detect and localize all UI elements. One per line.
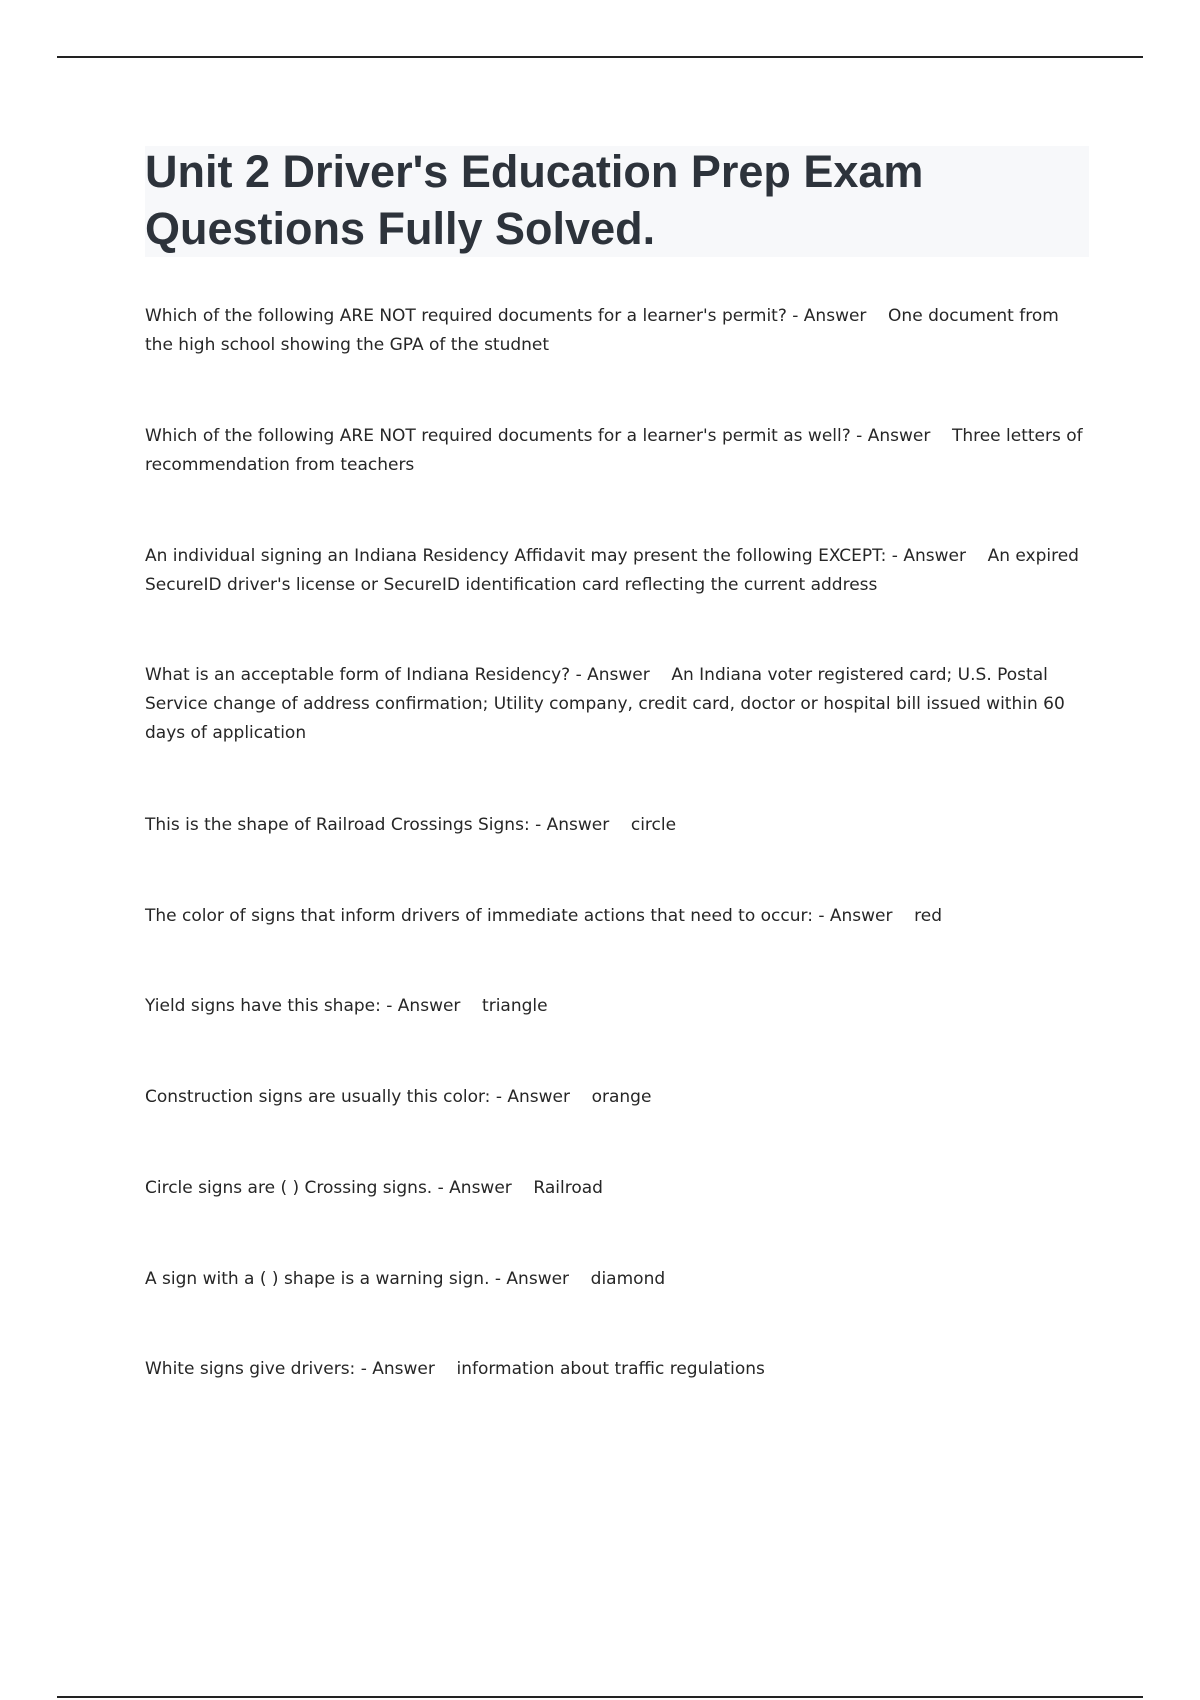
answer-label: - Answer	[818, 906, 893, 926]
question-text: An individual signing an Indiana Residency Affidavit may present the following EXCEPT:	[145, 546, 887, 566]
qa-item-5	[145, 811, 1085, 840]
question-text: Yield signs have this shape:	[145, 996, 381, 1016]
question-text: Circle signs are ( ) Crossing signs.	[145, 1178, 433, 1198]
qa-item-11	[145, 1355, 1085, 1384]
question-text: Which of the following ARE NOT required documents for a learner's permit as well?	[145, 426, 851, 446]
answer-label: - Answer	[792, 306, 867, 326]
question-text: What is an acceptable form of Indiana Residency?	[145, 665, 571, 685]
answer-label: - Answer	[891, 546, 966, 566]
answer-text: information about traffic regulations	[456, 1359, 765, 1379]
answer-label: - Answer	[575, 665, 650, 685]
question-text: White signs give drivers:	[145, 1359, 356, 1379]
answer-text: Railroad	[533, 1178, 603, 1198]
answer-text: red	[914, 906, 942, 926]
question-text: A sign with a ( ) shape is a warning sign.	[145, 1269, 490, 1289]
answer-text: triangle	[482, 996, 548, 1016]
answer-text: circle	[630, 815, 677, 835]
answer-text: Three letters of recommendation from teachers	[145, 426, 1089, 475]
answer-label: - Answer	[495, 1087, 570, 1107]
answer-text: One document from the high school showing the GPA of the studnet	[145, 306, 1065, 355]
answer-label: - Answer	[856, 426, 931, 446]
qa-item-6	[145, 902, 1085, 931]
answer-label: - Answer	[494, 1269, 570, 1289]
qa-item-2	[145, 422, 1089, 480]
question-text: The color of signs that inform drivers of immediate actions that need to occur:	[145, 906, 813, 926]
answer-label: - Answer	[437, 1178, 512, 1198]
answer-label: - Answer	[386, 996, 461, 1016]
bottom-rule	[57, 1696, 1143, 1698]
qa-item-8	[145, 1083, 1085, 1112]
question-text: Construction signs are usually this color:	[145, 1087, 491, 1107]
answer-label: - Answer	[360, 1359, 435, 1379]
answer-text: diamond	[590, 1269, 666, 1289]
qa-item-9	[145, 1174, 1085, 1203]
qa-item-10	[145, 1265, 1085, 1294]
answer-text: orange	[591, 1087, 652, 1107]
top-rule	[57, 56, 1143, 58]
document-title: Unit 2 Driver's Education Prep Exam Questions Fully Solved.	[145, 146, 924, 254]
qa-item-1	[145, 302, 1085, 360]
answer-label: - Answer	[535, 815, 610, 835]
question-text: This is the shape of Railroad Crossings Signs:	[145, 815, 530, 835]
question-text: Which of the following ARE NOT required documents for a learner's permit?	[145, 306, 787, 326]
qa-item-4	[145, 661, 1085, 748]
qa-item-7	[145, 992, 1085, 1021]
answer-text: An expired SecureID driver's license or SecureID identification card reflecting the current address	[145, 546, 1085, 595]
qa-item-3	[145, 542, 1085, 600]
answer-text: An Indiana voter registered card; U.S. Postal Service change of address confirmation; Utility company, credit card, doctor or hospital bill issued within 60 days of application	[145, 665, 1071, 743]
